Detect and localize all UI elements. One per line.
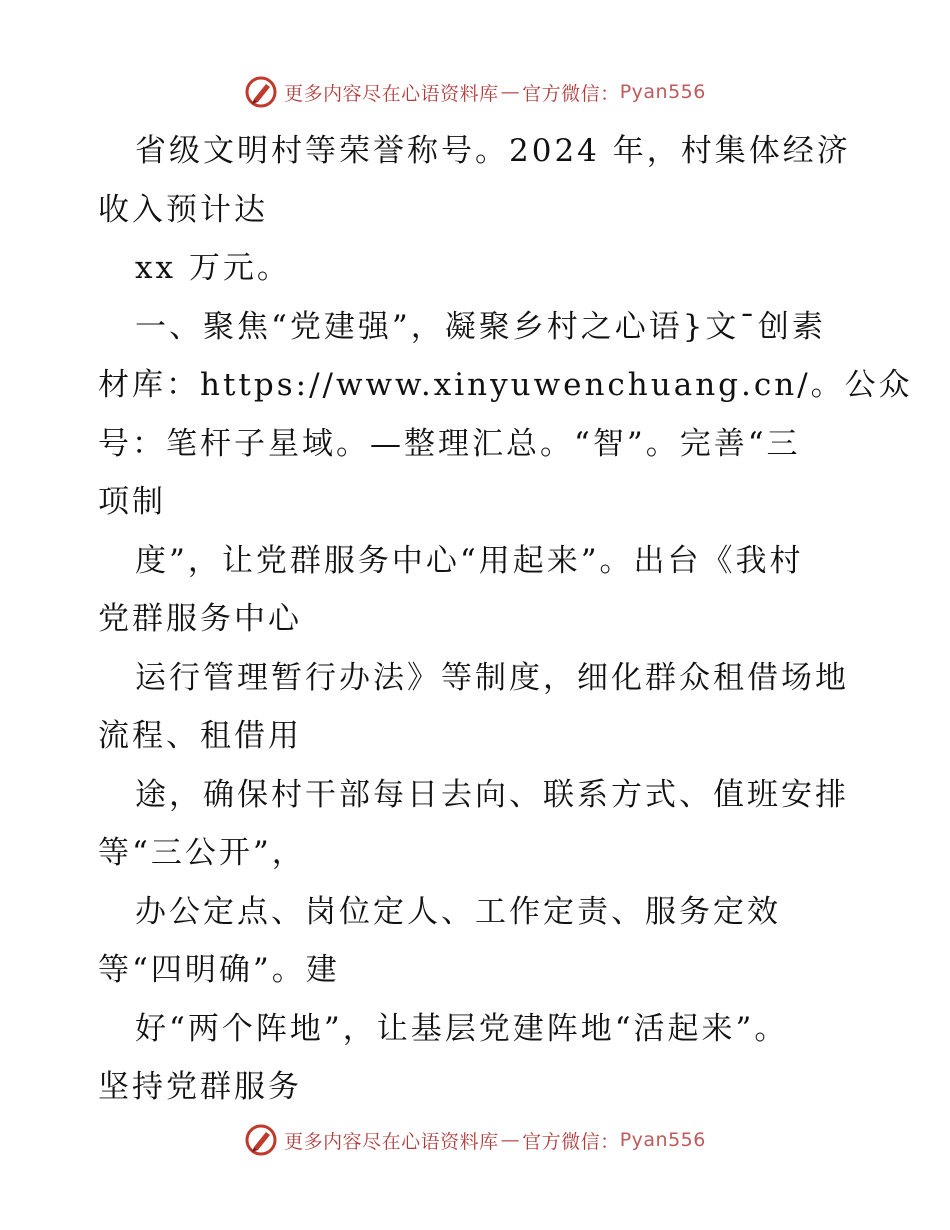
body-line: 党群服务中心 [98, 601, 302, 637]
body-line: 运行管理暂行办法》等制度，细化群众租借场地 [135, 659, 849, 696]
watermark-footer [0, 1120, 950, 1160]
body-line: 办公定点、岗位定人、工作定责、服务定效 [135, 893, 781, 930]
body-line: 材库：https://www.xinyuwenchuang.cn/。公众 [98, 367, 913, 403]
watermark-main-text: 更多内容尽在心语资料库 [284, 82, 499, 105]
body-line: 号：笔杆子星域。—整理汇总。“智”。完善“三 [98, 425, 801, 462]
watermark-dash: — [500, 1129, 521, 1151]
section-heading-line: 一、聚焦“党建强”，凝聚乡村之心语}文¯创素 [135, 308, 826, 345]
watermark-wechat-id: Pyan556 [619, 81, 706, 103]
body-line: 途，确保村干部每日去向、联系方式、值班安排 [135, 776, 849, 813]
body-line: 好“两个阵地”，让基层党建阵地“活起来”。 [135, 1010, 789, 1047]
watermark-wechat-id: Pyan556 [619, 1129, 706, 1151]
body-line: 度”，让党群服务中心“用起来”。出台《我村 [135, 542, 804, 579]
pen-logo-icon [244, 1123, 278, 1157]
watermark-wechat-label: 官方微信： [522, 82, 620, 105]
watermark-wechat-label: 官方微信： [522, 1130, 620, 1153]
body-line: 项制 [98, 484, 166, 520]
body-line: 等“三公开”， [98, 835, 306, 871]
body-line: 流程、租借用 [98, 718, 302, 754]
watermark-main-text: 更多内容尽在心语资料库 [284, 1130, 499, 1153]
body-line: 等“四明确”。建 [98, 952, 340, 988]
body-line: xx 万元。 [135, 250, 291, 286]
watermark-dash: — [500, 81, 521, 103]
pen-logo-icon [244, 75, 278, 109]
document-body [98, 122, 913, 1117]
body-line: 收入预计达 [98, 191, 268, 228]
body-line: 坚持党群服务 [98, 1069, 302, 1105]
watermark-header [0, 72, 950, 112]
body-line: 省级文明村等荣誉称号。2024 年，村集体经济 [135, 133, 851, 169]
